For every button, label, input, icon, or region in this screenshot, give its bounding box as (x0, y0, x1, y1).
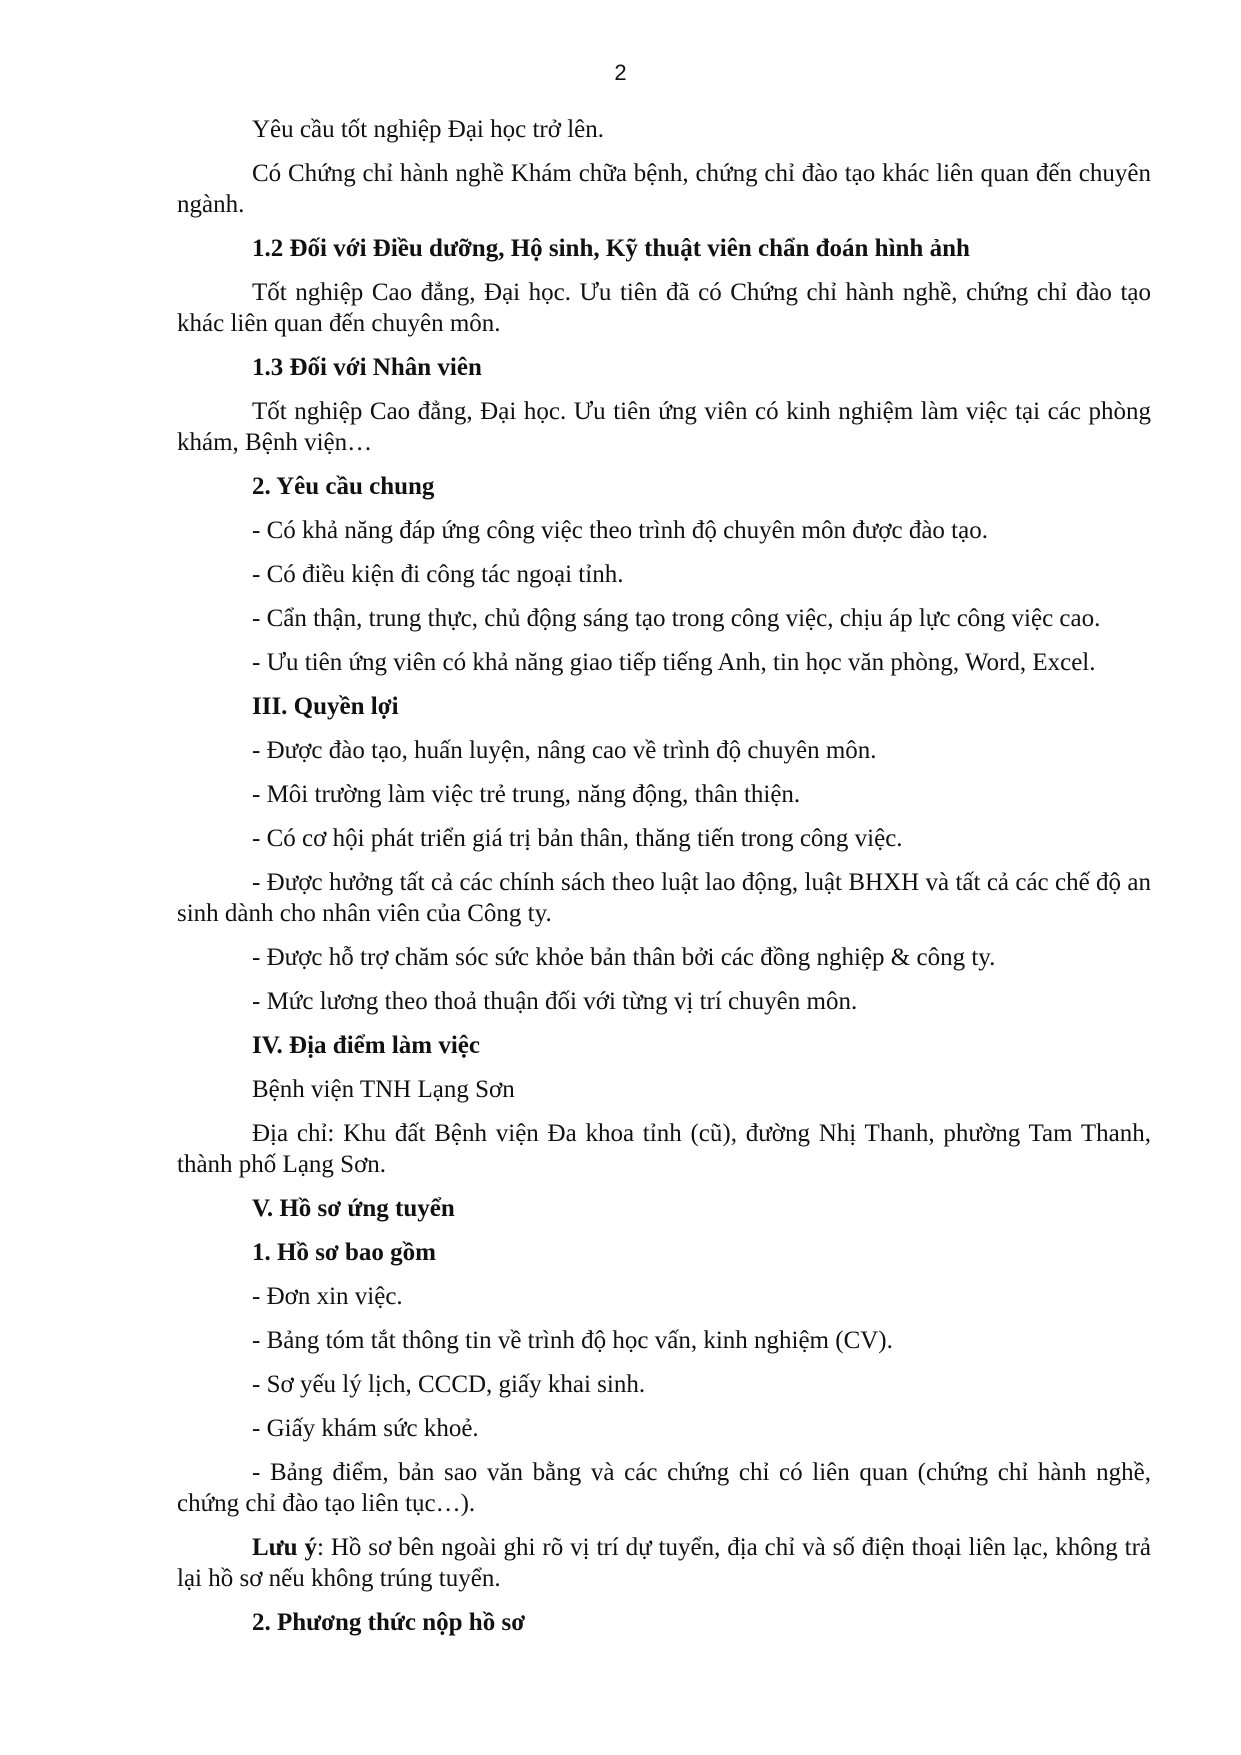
section-heading: 2. Yêu cầu chung (252, 473, 435, 500)
list-item: - Cẩn thận, trung thực, chủ động sáng tạo trong công việc, chịu áp lực công việc cao. (252, 605, 1101, 632)
paragraph: Tốt nghiệp Cao đẳng, Đại học. Ưu tiên ứng viên có kinh nghiệm làm việc tại các phòng khám, Bệnh viện… (177, 398, 1151, 456)
section-heading: V. Hồ sơ ứng tuyển (252, 1195, 455, 1222)
note-paragraph (177, 1532, 1151, 1594)
note-text: : Hồ sơ bên ngoài ghi rõ vị trí dự tuyển, địa chỉ và số điện thoại liên lạc, không trả lại hồ sơ nếu không trúng tuyển. (177, 1534, 1151, 1592)
note-label: Lưu ý (252, 1534, 317, 1561)
paragraph: Địa chỉ: Khu đất Bệnh viện Đa khoa tỉnh (cũ), đường Nhị Thanh, phường Tam Thanh, thành phố Lạng Sơn. (177, 1120, 1151, 1178)
section-heading: III. Quyền lợi (252, 693, 399, 720)
section-heading: 1.3 Đối với Nhân viên (252, 354, 482, 381)
paragraph: Bệnh viện TNH Lạng Sơn (252, 1076, 515, 1103)
section-heading: 1.2 Đối với Điều dưỡng, Hộ sinh, Kỹ thuật viên chẩn đoán hình ảnh (252, 235, 970, 262)
list-item: - Có điều kiện đi công tác ngoại tỉnh. (252, 561, 624, 588)
paragraph: Tốt nghiệp Cao đẳng, Đại học. Ưu tiên đã có Chứng chỉ hành nghề, chứng chỉ đào tạo khác liên quan đến chuyên môn. (177, 279, 1151, 337)
paragraph: Yêu cầu tốt nghiệp Đại học trở lên. (252, 116, 605, 143)
section-heading: 1. Hồ sơ bao gồm (252, 1239, 436, 1266)
document-body (177, 114, 1151, 1651)
list-item: - Có khả năng đáp ứng công việc theo trình độ chuyên môn được đào tạo. (252, 517, 988, 544)
list-item: - Sơ yếu lý lịch, CCCD, giấy khai sinh. (252, 1371, 646, 1398)
list-item: - Ưu tiên ứng viên có khả năng giao tiếp tiếng Anh, tin học văn phòng, Word, Excel. (252, 649, 1096, 676)
list-item: - Bảng điểm, bản sao văn bằng và các chứng chỉ có liên quan (chứng chỉ hành nghề, chứng chỉ đào tạo liên tục…). (177, 1459, 1151, 1517)
list-item: - Đơn xin việc. (252, 1283, 403, 1310)
section-heading: IV. Địa điểm làm việc (252, 1032, 480, 1059)
section-heading: 2. Phương thức nộp hồ sơ (252, 1609, 526, 1636)
paragraph: Có Chứng chỉ hành nghề Khám chữa bệnh, chứng chỉ đào tạo khác liên quan đến chuyên ngành. (177, 160, 1151, 218)
list-item: - Được hỗ trợ chăm sóc sức khỏe bản thân bởi các đồng nghiệp & công ty. (252, 944, 996, 971)
list-item: - Giấy khám sức khoẻ. (252, 1415, 479, 1442)
list-item: - Mức lương theo thoả thuận đối với từng vị trí chuyên môn. (252, 988, 858, 1015)
list-item: - Bảng tóm tắt thông tin về trình độ học vấn, kinh nghiệm (CV). (252, 1327, 893, 1354)
list-item: - Được đào tạo, huấn luyện, nâng cao về trình độ chuyên môn. (252, 737, 877, 764)
list-item: - Có cơ hội phát triển giá trị bản thân, thăng tiến trong công việc. (252, 825, 903, 852)
list-item: - Môi trường làm việc trẻ trung, năng động, thân thiện. (252, 781, 801, 808)
list-item: - Được hưởng tất cả các chính sách theo luật lao động, luật BHXH và tất cả các chế độ an sinh dành cho nhân viên của Công ty. (177, 869, 1151, 927)
page-number: 2 (614, 60, 627, 85)
